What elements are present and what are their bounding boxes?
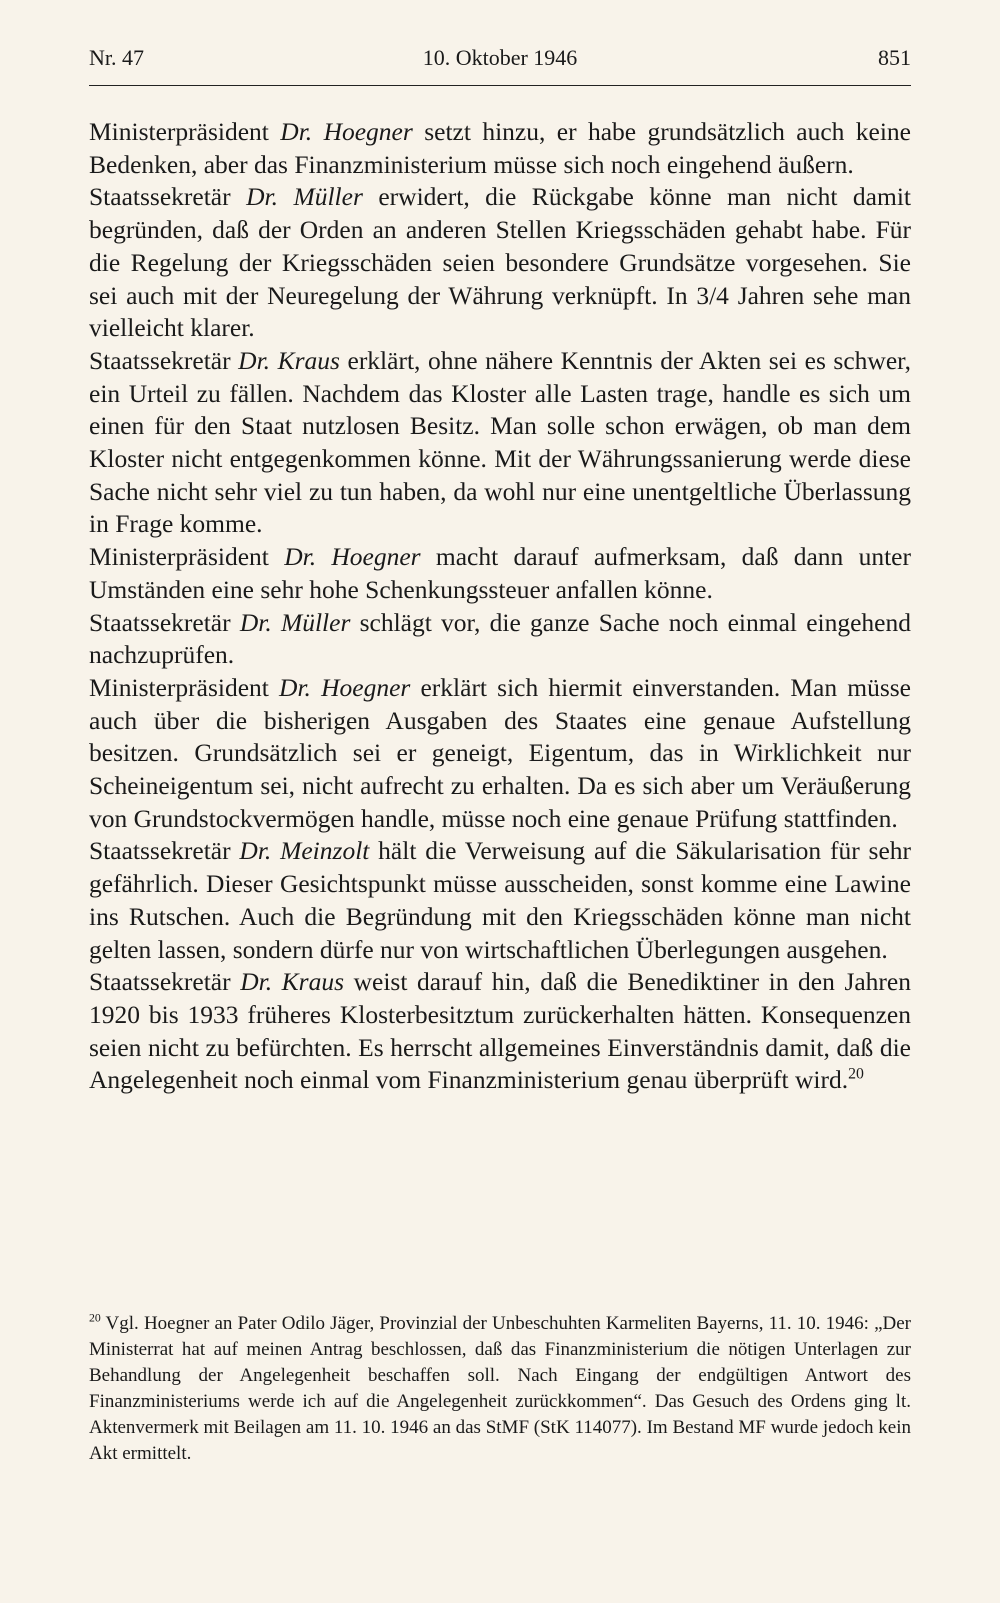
speaker-name: Hoegner	[321, 672, 411, 702]
header-rule	[89, 85, 911, 86]
paragraph: Staatssekretär Dr. Meinzolt hält die Verweisung auf die Säkularisation für sehr gefährlich. Dieser Gesichtspunkt müsse ausscheiden, sonst komme eine Lawine ins Rutschen. Auch die Begründung mit den Kriegsschäden könne man nicht gelten lassen, sondern dürfe nur von wirtschaftlichen Überlegungen ausgehen.	[89, 836, 912, 964]
footnote-reference: 20	[848, 1065, 864, 1083]
speaker-name: Müller	[280, 607, 351, 637]
paragraph: Ministerpräsident Dr. Hoegner setzt hinzu, er habe grundsätzlich auch keine Bedenken, aber das Finanzministerium müsse sich noch eingehend äußern.	[89, 117, 912, 179]
paragraph: Staatssekretär Dr. Müller schlägt vor, die ganze Sache noch einmal eingehend nachzuprüfen.	[89, 607, 912, 670]
paragraph: Ministerpräsident Dr. Hoegner erklärt sich hiermit einverstanden. Man müsse auch über die bisherigen Ausgaben des Staates eine genaue Aufstellung besitzen. Grundsätzlich sei er geneigt, Eigentum, das in Wirklichkeit nur Scheineigentum sei, nicht aufrecht zu erhalten. Da es sich aber um Veräußerung von Grundstockvermögen handle, müsse noch eine genaue Prüfung stattfinden.	[89, 672, 911, 833]
paragraph: Staatssekretär Dr. Kraus weist darauf hin, daß die Benediktiner in den Jahren 1920 bis 1933 früheres Klosterbesitztum zurückerhalten hätten. Konsequenzen seien nicht zu befürchten. Es herrscht allgemeines Einverständnis damit, daß die Angelegenheit noch einmal vom Finanzministerium genau überprüft wird.$^{20}$	[89, 967, 911, 1095]
speaker-name: Hoegner	[323, 117, 413, 146]
paragraph: Staatssekretär Dr. Kraus erklärt, ohne nähere Kenntnis der Akten sei es schwer, ein Urteil zu fällen. Nachdem das Kloster alle Lasten trage, handle es sich um einen für den Staat nutzlosen Besitz. Man solle schon erwägen, ob man dem Kloster nicht entgegenkommen könne. Mit der Währungssanierung werde diese Sache nicht sehr viel zu tun haben, da wohl nur eine unentgeltliche Überlassung in Frage komme.	[89, 345, 911, 539]
running-header	[89, 45, 911, 79]
speaker-name: Müller	[293, 182, 363, 212]
header-date: 10. Oktober 1946	[422, 45, 578, 70]
footnote-text: Vgl. Hoegner an Pater Odilo Jäger, Provinzial der Unbeschuhten Karmeliten Bayerns, 11. 10. 1946: „Der Ministerrat hat auf meinen Antrag beschlossen, daß das Finanzministerium die nötigen Unterlagen zur Behandlung der Angelegenheit beschaffen soll. Nach Eingang der endgültigen Antwort des Finanzministeriums werde ich auf die Angelegenheit zurückkommen“. Das Gesuch des Ordens ging lt. Aktenvermerk mit Beilagen am 11. 10. 1946 an das StMF (StK 114077). Im Bestand MF wurde jedoch kein Akt ermittelt.	[89, 1313, 911, 1464]
speaker-name: Kraus	[281, 967, 345, 997]
footnote-number: 20	[89, 1311, 101, 1325]
paragraph: Ministerpräsident Dr. Hoegner macht darauf aufmerksam, daß dann unter Umständen eine sehr hohe Schenkungssteuer anfallen könne.	[89, 542, 911, 604]
speaker-name: Hoegner	[331, 542, 421, 572]
speaker-name: Meinzolt	[280, 836, 370, 866]
issue-number: Nr. 47	[89, 45, 144, 70]
speaker-name: Kraus	[277, 345, 340, 375]
paragraph: Staatssekretär Dr. Müller erwidert, die Rückgabe könne man nicht damit begründen, daß der Orden an anderen Stellen Kriegsschäden gehabt habe. Für die Regelung der Kriegsschäden seien besondere Grundsätze vorgesehen. Sie sei auch mit der Neuregelung der Währung verknüpft. In 3/4 Jahren sehe man vielleicht klarer.	[89, 182, 911, 343]
footnote	[89, 1311, 911, 1467]
page-number: 851	[878, 45, 911, 70]
body-text	[89, 116, 911, 1097]
